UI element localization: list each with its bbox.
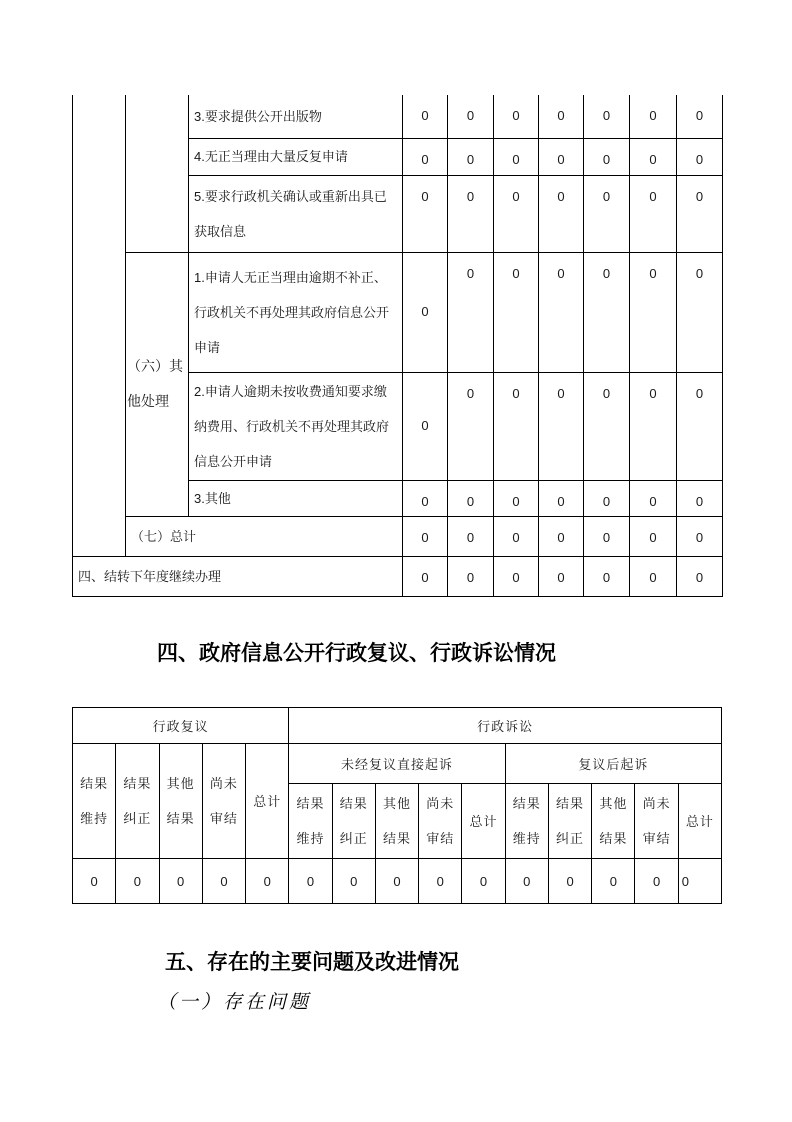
column-header-cell: 尚未审结 [202, 744, 245, 859]
value-cell: 0 [448, 480, 494, 516]
value-cell: 0 [403, 138, 448, 175]
value-cell: 0 [584, 556, 630, 596]
column-header-cell: 结果维持 [73, 744, 116, 859]
value-cell: 0 [448, 175, 494, 252]
value-cell: 0 [419, 859, 462, 904]
value-cell: 0 [539, 516, 584, 556]
value-cell: 0 [202, 859, 245, 904]
value-cell: 0 [448, 516, 494, 556]
value-cell: 0 [448, 556, 494, 596]
value-cell: 0 [539, 556, 584, 596]
value-cell: 0 [403, 516, 448, 556]
value-cell: 0 [635, 859, 678, 904]
value-cell: 0 [494, 138, 539, 175]
value-cell: 0 [505, 859, 548, 904]
column-header-cell: 结果纠正 [332, 784, 375, 859]
row-label-cell: 4.无正当理由大量反复申请 [189, 138, 403, 175]
table-row [73, 516, 723, 556]
value-cell: 0 [677, 252, 723, 372]
review-group-header: 行政复议 [73, 708, 289, 744]
row-label-cell: 3.要求提供公开出版物 [189, 95, 403, 138]
value-cell: 0 [539, 138, 584, 175]
carryover-label-cell: 四、结转下年度继续办理 [73, 556, 403, 596]
column-header-cell: 尚未审结 [419, 784, 462, 859]
table-row [73, 95, 723, 138]
value-cell: 0 [494, 252, 539, 372]
section-5-1-subheading: （一）存在问题 [157, 991, 312, 1013]
value-cell: 0 [584, 138, 630, 175]
value-cell: 0 [630, 516, 677, 556]
value-cell: 0 [677, 516, 723, 556]
review-litigation-table [72, 707, 722, 904]
section-4-heading: 四、政府信息公开行政复议、行政诉讼情况 [157, 642, 556, 665]
value-cell: 0 [448, 252, 494, 372]
value-cell: 0 [584, 252, 630, 372]
table-row [73, 556, 723, 596]
value-cell: 0 [539, 252, 584, 372]
value-cell: 0 [677, 95, 723, 138]
value-cell: 0 [678, 859, 721, 904]
value-cell: 0 [539, 480, 584, 516]
table-row [73, 708, 722, 744]
litigation-group-header: 行政诉讼 [289, 708, 722, 744]
value-cell: 0 [584, 516, 630, 556]
column-header-cell: 总计 [462, 784, 505, 859]
table-row [73, 252, 723, 372]
value-cell: 0 [584, 480, 630, 516]
value-cell: 0 [494, 556, 539, 596]
empty-cell [73, 95, 126, 556]
value-cell: 0 [403, 372, 448, 480]
value-cell: 0 [116, 859, 159, 904]
value-cell: 0 [630, 480, 677, 516]
value-cell: 0 [448, 372, 494, 480]
post-review-suit-group-header: 复议后起诉 [505, 744, 721, 784]
value-cell: 0 [630, 556, 677, 596]
value-cell: 0 [539, 95, 584, 138]
value-cell: 0 [403, 95, 448, 138]
value-cell: 0 [246, 859, 289, 904]
value-cell: 0 [539, 175, 584, 252]
value-cell: 0 [448, 95, 494, 138]
column-header-cell: 结果维持 [505, 784, 548, 859]
value-cell: 0 [630, 138, 677, 175]
value-cell: 0 [289, 859, 332, 904]
value-cell: 0 [630, 175, 677, 252]
value-cell: 0 [539, 372, 584, 480]
value-cell: 0 [630, 372, 677, 480]
column-header-cell: 其他结果 [159, 744, 202, 859]
value-cell: 0 [403, 480, 448, 516]
value-cell: 0 [462, 859, 505, 904]
column-header-cell: 总计 [246, 744, 289, 859]
value-cell: 0 [73, 859, 116, 904]
column-header-cell: 其他结果 [375, 784, 418, 859]
value-cell: 0 [584, 175, 630, 252]
table-row [73, 744, 722, 784]
value-cell: 0 [494, 480, 539, 516]
value-cell: 0 [403, 556, 448, 596]
row-label-cell: 2.申请人逾期未按收费通知要求缴纳费用、行政机关不再处理其政府信息公开申请 [189, 372, 403, 480]
total-label-cell: （七）总计 [126, 516, 403, 556]
value-cell: 0 [677, 372, 723, 480]
value-cell: 0 [448, 138, 494, 175]
group-label-cell: （六）其他处理 [126, 252, 189, 516]
value-cell: 0 [159, 859, 202, 904]
value-cell: 0 [630, 95, 677, 138]
value-cell: 0 [494, 516, 539, 556]
value-cell: 0 [494, 95, 539, 138]
column-header-cell: 尚未审结 [635, 784, 678, 859]
direct-suit-group-header: 未经复议直接起诉 [289, 744, 505, 784]
value-cell: 0 [592, 859, 635, 904]
value-cell: 0 [375, 859, 418, 904]
column-header-cell: 结果维持 [289, 784, 332, 859]
section-5-heading: 五、存在的主要问题及改进情况 [165, 951, 459, 974]
value-cell: 0 [677, 556, 723, 596]
value-cell: 0 [677, 138, 723, 175]
row-label-cell: 1.申请人无正当理由逾期不补正、行政机关不再处理其政府信息公开申请 [189, 252, 403, 372]
value-cell: 0 [403, 175, 448, 252]
value-cell: 0 [494, 175, 539, 252]
value-cell: 0 [332, 859, 375, 904]
value-cell: 0 [584, 372, 630, 480]
value-cell: 0 [677, 480, 723, 516]
row-label-cell: 3.其他 [189, 480, 403, 516]
column-header-cell: 结果纠正 [548, 784, 591, 859]
value-cell: 0 [584, 95, 630, 138]
value-cell: 0 [494, 372, 539, 480]
value-cell: 0 [548, 859, 591, 904]
value-cell: 0 [403, 252, 448, 372]
value-cell: 0 [677, 175, 723, 252]
application-results-table [72, 95, 723, 597]
table-row [73, 859, 722, 904]
column-header-cell: 结果纠正 [116, 744, 159, 859]
value-cell: 0 [630, 252, 677, 372]
row-label-cell: 5.要求行政机关确认或重新出具已获取信息 [189, 175, 403, 252]
column-header-cell: 其他结果 [592, 784, 635, 859]
column-header-cell: 总计 [678, 784, 721, 859]
empty-cell [126, 95, 189, 252]
